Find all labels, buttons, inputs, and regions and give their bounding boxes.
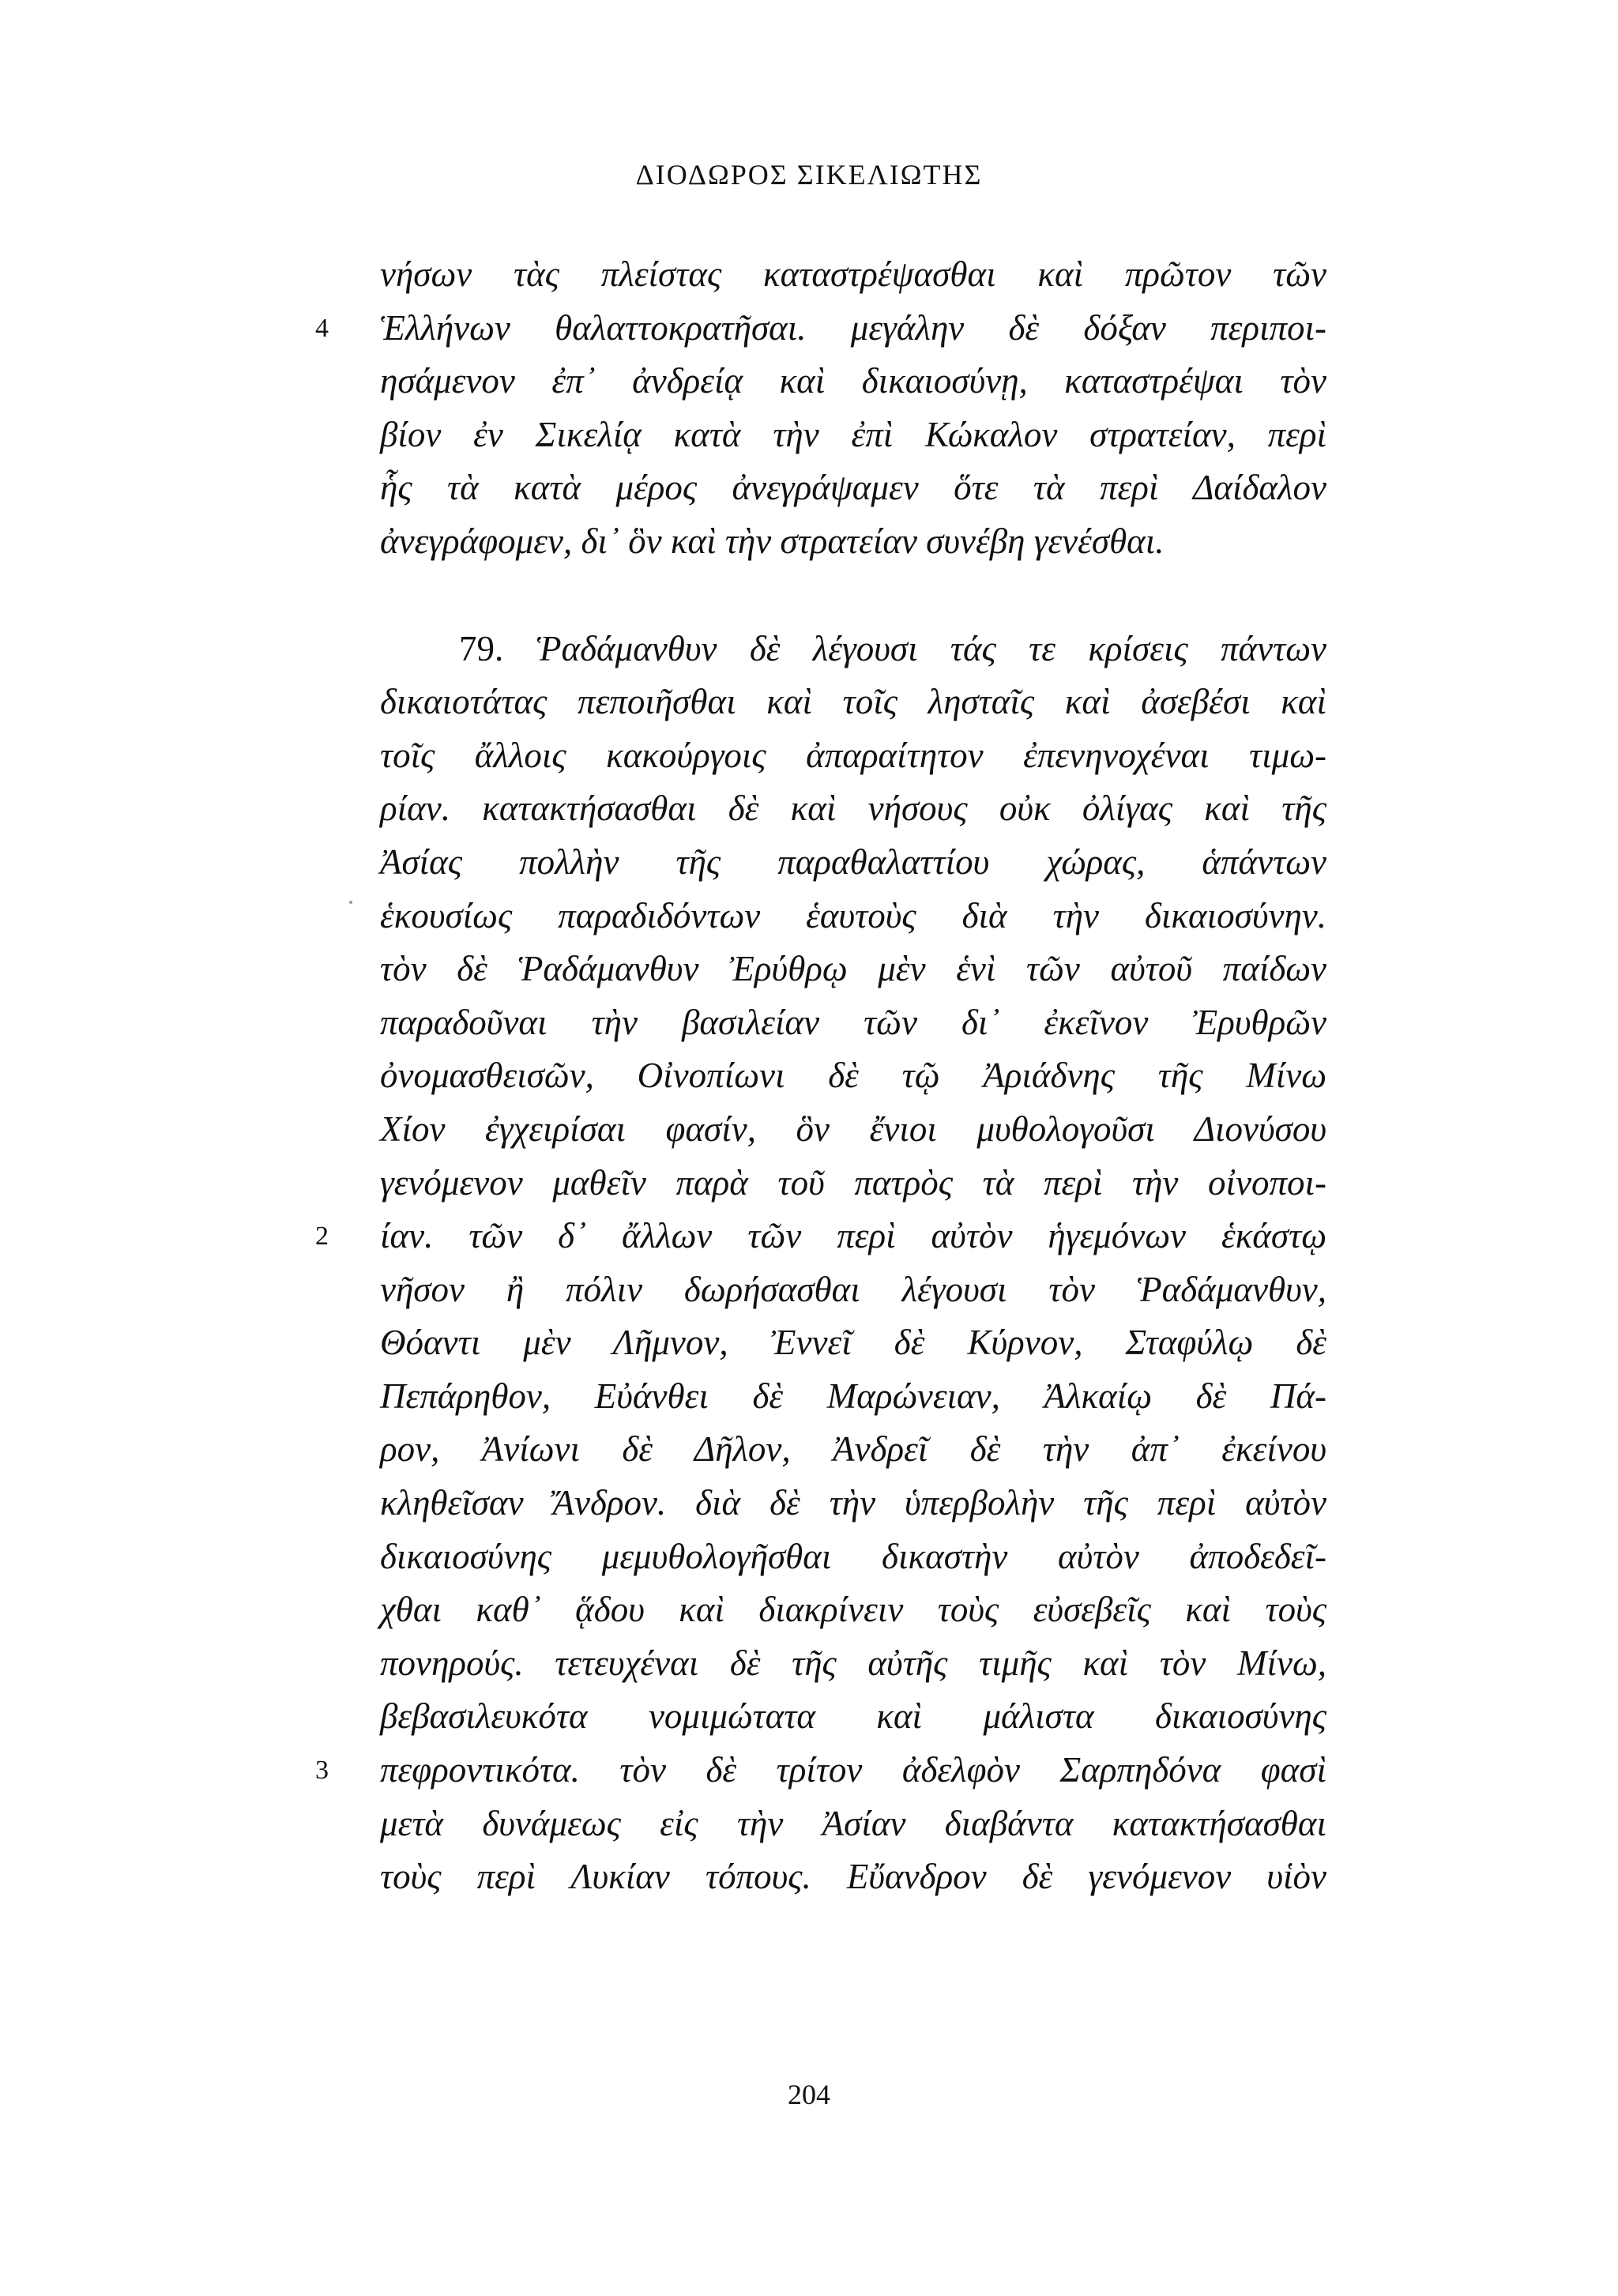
text-line: δικαιοσύνης μεμυθολογῆσθαι δικαστὴν αὐτὸν ἀποδεδεῖ- — [380, 1536, 1326, 1576]
running-head: ΔΙΟΔΩΡΟΣ ΣΙΚΕΛΙΩΤΗΣ — [635, 159, 983, 190]
text-line: πονηρούς. τετευχέναι δὲ τῆς αὐτῆς τιμῆς καὶ τὸν Μίνω, — [380, 1643, 1326, 1683]
text-line: παραδοῦναι τὴν βασιλείαν τῶν δι᾽ ἐκεῖνον Ἐρυθρῶν — [380, 1002, 1326, 1042]
section-number: 79. — [459, 628, 504, 668]
text-line: Πεπάρηθον, Εὐάνθει δὲ Μαρώνειαν, Ἀλκαίῳ δὲ Πά- — [380, 1376, 1326, 1416]
text-line: ὀνομασθεισῶν, Οἰνοπίωνι δὲ τῷ Ἀριάδνης τῆς Μίνω — [380, 1056, 1326, 1096]
text-line: δικαιοτάτας πεποιῆσθαι καὶ τοῖς λησταῖς καὶ ἀσεβέσι καὶ — [380, 682, 1326, 722]
text-line: βίον ἐν Σικελίᾳ κατὰ τὴν ἐπὶ Κώκαλον στρατείαν, περὶ — [380, 414, 1326, 454]
text-line: ίαν. τῶν δ᾽ ἄλλων τῶν περὶ αὐτὸν ἡγεμόνων ἑκάστῳ — [380, 1216, 1326, 1256]
margin-number: 2 — [315, 1221, 329, 1252]
text-line: ἑκουσίως παραδιδόντων ἑαυτοὺς διὰ τὴν δικαιοσύνην. — [380, 895, 1326, 935]
text-line: βεβασιλευκότα νομιμώτατα καὶ μάλιστα δικαιοσύνης — [380, 1696, 1326, 1737]
text-line: τοὺς περὶ Λυκίαν τόπους. Εὔανδρον δὲ γενόμενον υἱὸν — [380, 1857, 1326, 1897]
text-line: ρον, Ἀνίωνι δὲ Δῆλον, Ἀνδρεῖ δὲ τὴν ἀπ᾽ ἐκείνου — [380, 1429, 1326, 1470]
text-line: νήσων τὰς πλείστας καταστρέψασθαι καὶ πρῶτον τῶν — [380, 254, 1326, 294]
text-line: ησάμενον ἐπ᾽ ἀνδρείᾳ καὶ δικαιοσύνῃ, καταστρέψαι τὸν — [380, 361, 1326, 401]
text-line: ἧς τὰ κατὰ μέρος ἀνεγράψαμεν ὅτε τὰ περὶ Δαίδαλον — [380, 468, 1326, 508]
paragraph-first-line — [380, 623, 1326, 676]
text-line: πεφροντικότα. τὸν δὲ τρίτον ἀδελφὸν Σαρπηδόνα φασὶ — [380, 1750, 1326, 1790]
text-line: κληθεῖσαν Ἄνδρον. διὰ δὲ τὴν ὑπερβολὴν τῆς περὶ αὐτὸν — [380, 1483, 1326, 1523]
text-line: τὸν δὲ Ῥαδάμανθυν Ἐρύθρῳ μὲν ἑνὶ τῶν αὐτοῦ παίδων — [380, 949, 1326, 989]
text-line: γενόμενον μαθεῖν παρὰ τοῦ πατρὸς τὰ περὶ τὴν οἰνοποι- — [380, 1162, 1326, 1203]
text-line: Ἀσίας πολλὴν τῆς παραθαλαττίου χώρας, ἁπάντων — [380, 841, 1326, 882]
text-line: χθαι καθ᾽ ᾅδου καὶ διακρίνειν τοὺς εὐσεβεῖς καὶ τοὺς — [380, 1590, 1326, 1630]
text-line: Ῥαδάμανθυν δὲ λέγουσι τάς τε κρίσεις πάντων — [536, 628, 1327, 668]
text-line: νῆσον ἢ πόλιν δωρήσασθαι λέγουσι τὸν Ῥαδάμανθυν, — [380, 1269, 1326, 1309]
text-line: Θόαντι μὲν Λῆμνον, Ἐννεῖ δὲ Κύρνον, Σταφύλῳ δὲ — [380, 1323, 1326, 1363]
text-line: ἀνεγράφομεν, δι᾽ ὃν καὶ τὴν στρατείαν συνέβη γενέσθαι. — [380, 521, 1165, 561]
text-line-with-margin-number — [315, 1210, 1326, 1263]
margin-number: 4 — [315, 313, 329, 343]
text-line: ρίαν. κατακτήσασθαι δὲ καὶ νήσους οὐκ ὀλίγας καὶ τῆς — [380, 789, 1326, 829]
text-line: Χίον ἐγχειρίσαι φασίν, ὃν ἔνιοι μυθολογοῦσι Διονύσου — [380, 1108, 1326, 1149]
text-line: μετὰ δυνάμεως εἰς τὴν Ἀσίαν διαβάντα κατακτήσασθαι — [380, 1803, 1326, 1843]
text-line: τοῖς ἄλλοις κακούργοις ἀπαραίτητον ἐπενηνοχέναι τιμω- — [380, 735, 1326, 775]
text-line: Ἑλλήνων θαλαττοκρατῆσαι. μεγάλην δὲ δόξαν περιποι- — [380, 307, 1326, 348]
text-line-with-margin-number — [315, 1744, 1326, 1797]
body-text — [315, 248, 1327, 1904]
text-line-with-margin-number — [315, 302, 1326, 356]
margin-number: 3 — [315, 1756, 329, 1786]
margin-mark — [349, 901, 352, 904]
page-number: 204 — [788, 2079, 830, 2110]
